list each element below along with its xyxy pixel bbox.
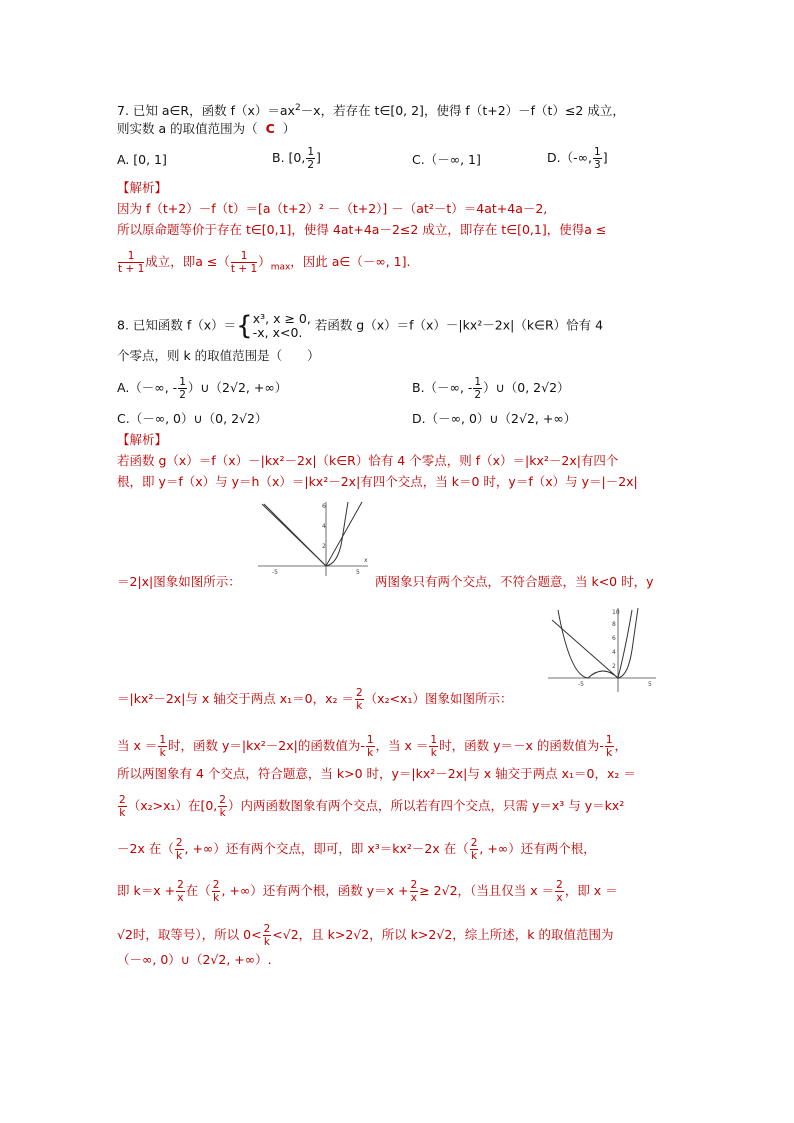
q7-solution-line2: 所以原命题等价于存在 t∈[0,1]，使得 4at+4a－2≤2 成立，即存在 t∈[0,1]，使得a ≤ xyxy=(117,222,607,237)
y-tick-label: 4 xyxy=(322,523,326,530)
figure-k-negative-graph xyxy=(548,606,658,694)
q8-analysis-heading: 【解析】 xyxy=(117,432,168,447)
q7-solution-line1: 因为 f（t+2）－f（t）＝[a（t+2）² －（t+2）] －（at²－t）＝4at+4a－2, xyxy=(117,201,548,216)
q8-solution-line10: √2时，取等号），所以 0< $\frac{2}{k}$ <√2，且 k>2√2，所以 k>2√2，综上所述，k 的取值范围为 xyxy=(117,923,614,948)
q7-stem-line2: 则实数 a 的取值范围为（ C ） xyxy=(117,121,296,136)
q8-option-d: D.（－∞, 0）∪（2√2, +∞） xyxy=(412,411,577,426)
q8-solution-line4: ＝|kx²－2x|与 x 轴交于两点 x₁＝0，x₂ ＝ $\frac{2}{k}$ （x₂<x₁）图象如图所示： xyxy=(117,687,513,712)
q8-solution-line1: 若函数 g（x）＝f（x）－|kx²－2x|（k∈R）恰有 4 个零点，则 f（x）＝|kx²－2x|有四个 xyxy=(117,453,619,468)
x-tick-label: 5 xyxy=(648,681,652,688)
abs-2x-curve xyxy=(262,502,362,566)
q7-option-c: C.（－∞, 1] xyxy=(412,152,481,167)
q8-option-c: C.（－∞, 0）∪（0, 2√2） xyxy=(117,411,268,426)
y-tick-label: 6 xyxy=(612,635,616,642)
q8-solution-line6: 所以两图象有 4 个交点，符合题意，当 k>0 时，y＝|kx²－2x|与 x 轴交于两点 x₁＝0，x₂ ＝ xyxy=(117,766,636,781)
abs-quadratic-curve xyxy=(558,610,632,678)
y-tick-label: 10 xyxy=(612,609,620,616)
q8-solution-line9: 即 k＝x + $\frac{2}{x}$ 在（ $\frac{2}{k}$ , +∞）还有两个根，函数 y＝x + $\frac{2}{x}$ ≥ 2√2，（当且仅当 x ＝ $\frac{2}{x}$ ，即 x ＝ xyxy=(117,879,618,904)
x-tick-label: 5 xyxy=(356,569,360,576)
y-tick-label: 4 xyxy=(612,649,616,656)
q8-solution-line3a: ＝2|x|图象如图所示： xyxy=(117,574,241,589)
q8-solution-line5: 当 x ＝ $\frac{1}{k}$ 时，函数 y＝|kx²－2x|的函数值为- $\frac{1}{k}$ ，当 x ＝ $\frac{1}{k}$ 时，函数 y＝－x 的函数值为- $\frac{1}{k}$ ， xyxy=(117,734,628,759)
x-tick-label: -5 xyxy=(578,681,584,688)
cubic-curve xyxy=(326,502,348,566)
y-tick-label: 2 xyxy=(612,663,616,670)
q8-solution-line7: $\frac{2}{k}$ （x₂>x₁）在[0, $\frac{2}{k}$ ）内两函数图象有两个交点，所以若有四个交点，只需 y＝x³ 与 y＝kx² xyxy=(119,794,625,819)
q8-stem: 8. 已知函数 f（x）＝{ x³, x ≥ 0, -x, x<0. 若函数 g（x）＝f（x）－|kx²－2x|（k∈R）恰有 4 xyxy=(117,311,604,341)
q7-answer: C xyxy=(265,121,275,136)
q8-option-a: A.（－∞, - $\frac{1}{2}$ ）∪（2√2, +∞） xyxy=(117,376,288,401)
y-tick-label: 8 xyxy=(612,621,616,628)
neg-x-curve xyxy=(264,504,326,566)
q7-option-d: D.（-∞, $\frac{1}{3}$ ] xyxy=(547,146,608,171)
y-tick-label: 2 xyxy=(322,543,326,550)
q8-solution-line3b: 两图象只有两个交点，不符合题意，当 k<0 时，y xyxy=(375,574,654,589)
q8-solution-line11: （－∞, 0）∪（2√2, +∞）. xyxy=(117,952,272,967)
q8-solution-line2: 根，即 y＝f（x）与 y＝h（x）＝|kx²－2x|有四个交点，当 k＝0 时，y＝f（x）与 y＝|－2x| xyxy=(117,474,638,489)
q7-option-a: A. [0, 1] xyxy=(117,152,167,167)
q7-stem: 7. 已知 a∈R，函数 $f(x)=ax^2-x$，若存在 t∈[0, 2]，使得 f（t+2）－f（t）≤2 成立， xyxy=(117,102,625,118)
q8-solution-line8: －2x 在（ $\frac{2}{k}$ , +∞）还有两个交点，即可，即 x³＝kx²－2x 在（ $\frac{2}{k}$ , +∞）还有两个根， xyxy=(117,837,596,862)
bump-curve xyxy=(588,671,618,678)
y-tick-label: 6 xyxy=(322,503,326,510)
q7-option-b: B. [0, $\frac{1}{2}$ ] xyxy=(272,146,321,171)
q7-solution-line3: $\frac{1}{t + 1}$ 成立，即a ≤（ $\frac{1}{t + 1}$ ）$_{max}$，因此 a∈（－∞, 1]. xyxy=(118,250,411,275)
q8-stem-line2: 个零点，则 k 的取值范围是（ ） xyxy=(117,348,320,363)
figure-k-zero-graph xyxy=(258,500,370,578)
q8-option-b: B.（－∞, - $\frac{1}{2}$ ）∪（0, 2√2） xyxy=(412,376,570,401)
x-axis-label: x xyxy=(364,557,368,564)
q7-analysis-heading: 【解析】 xyxy=(117,180,168,195)
x-tick-label: -5 xyxy=(272,569,278,576)
